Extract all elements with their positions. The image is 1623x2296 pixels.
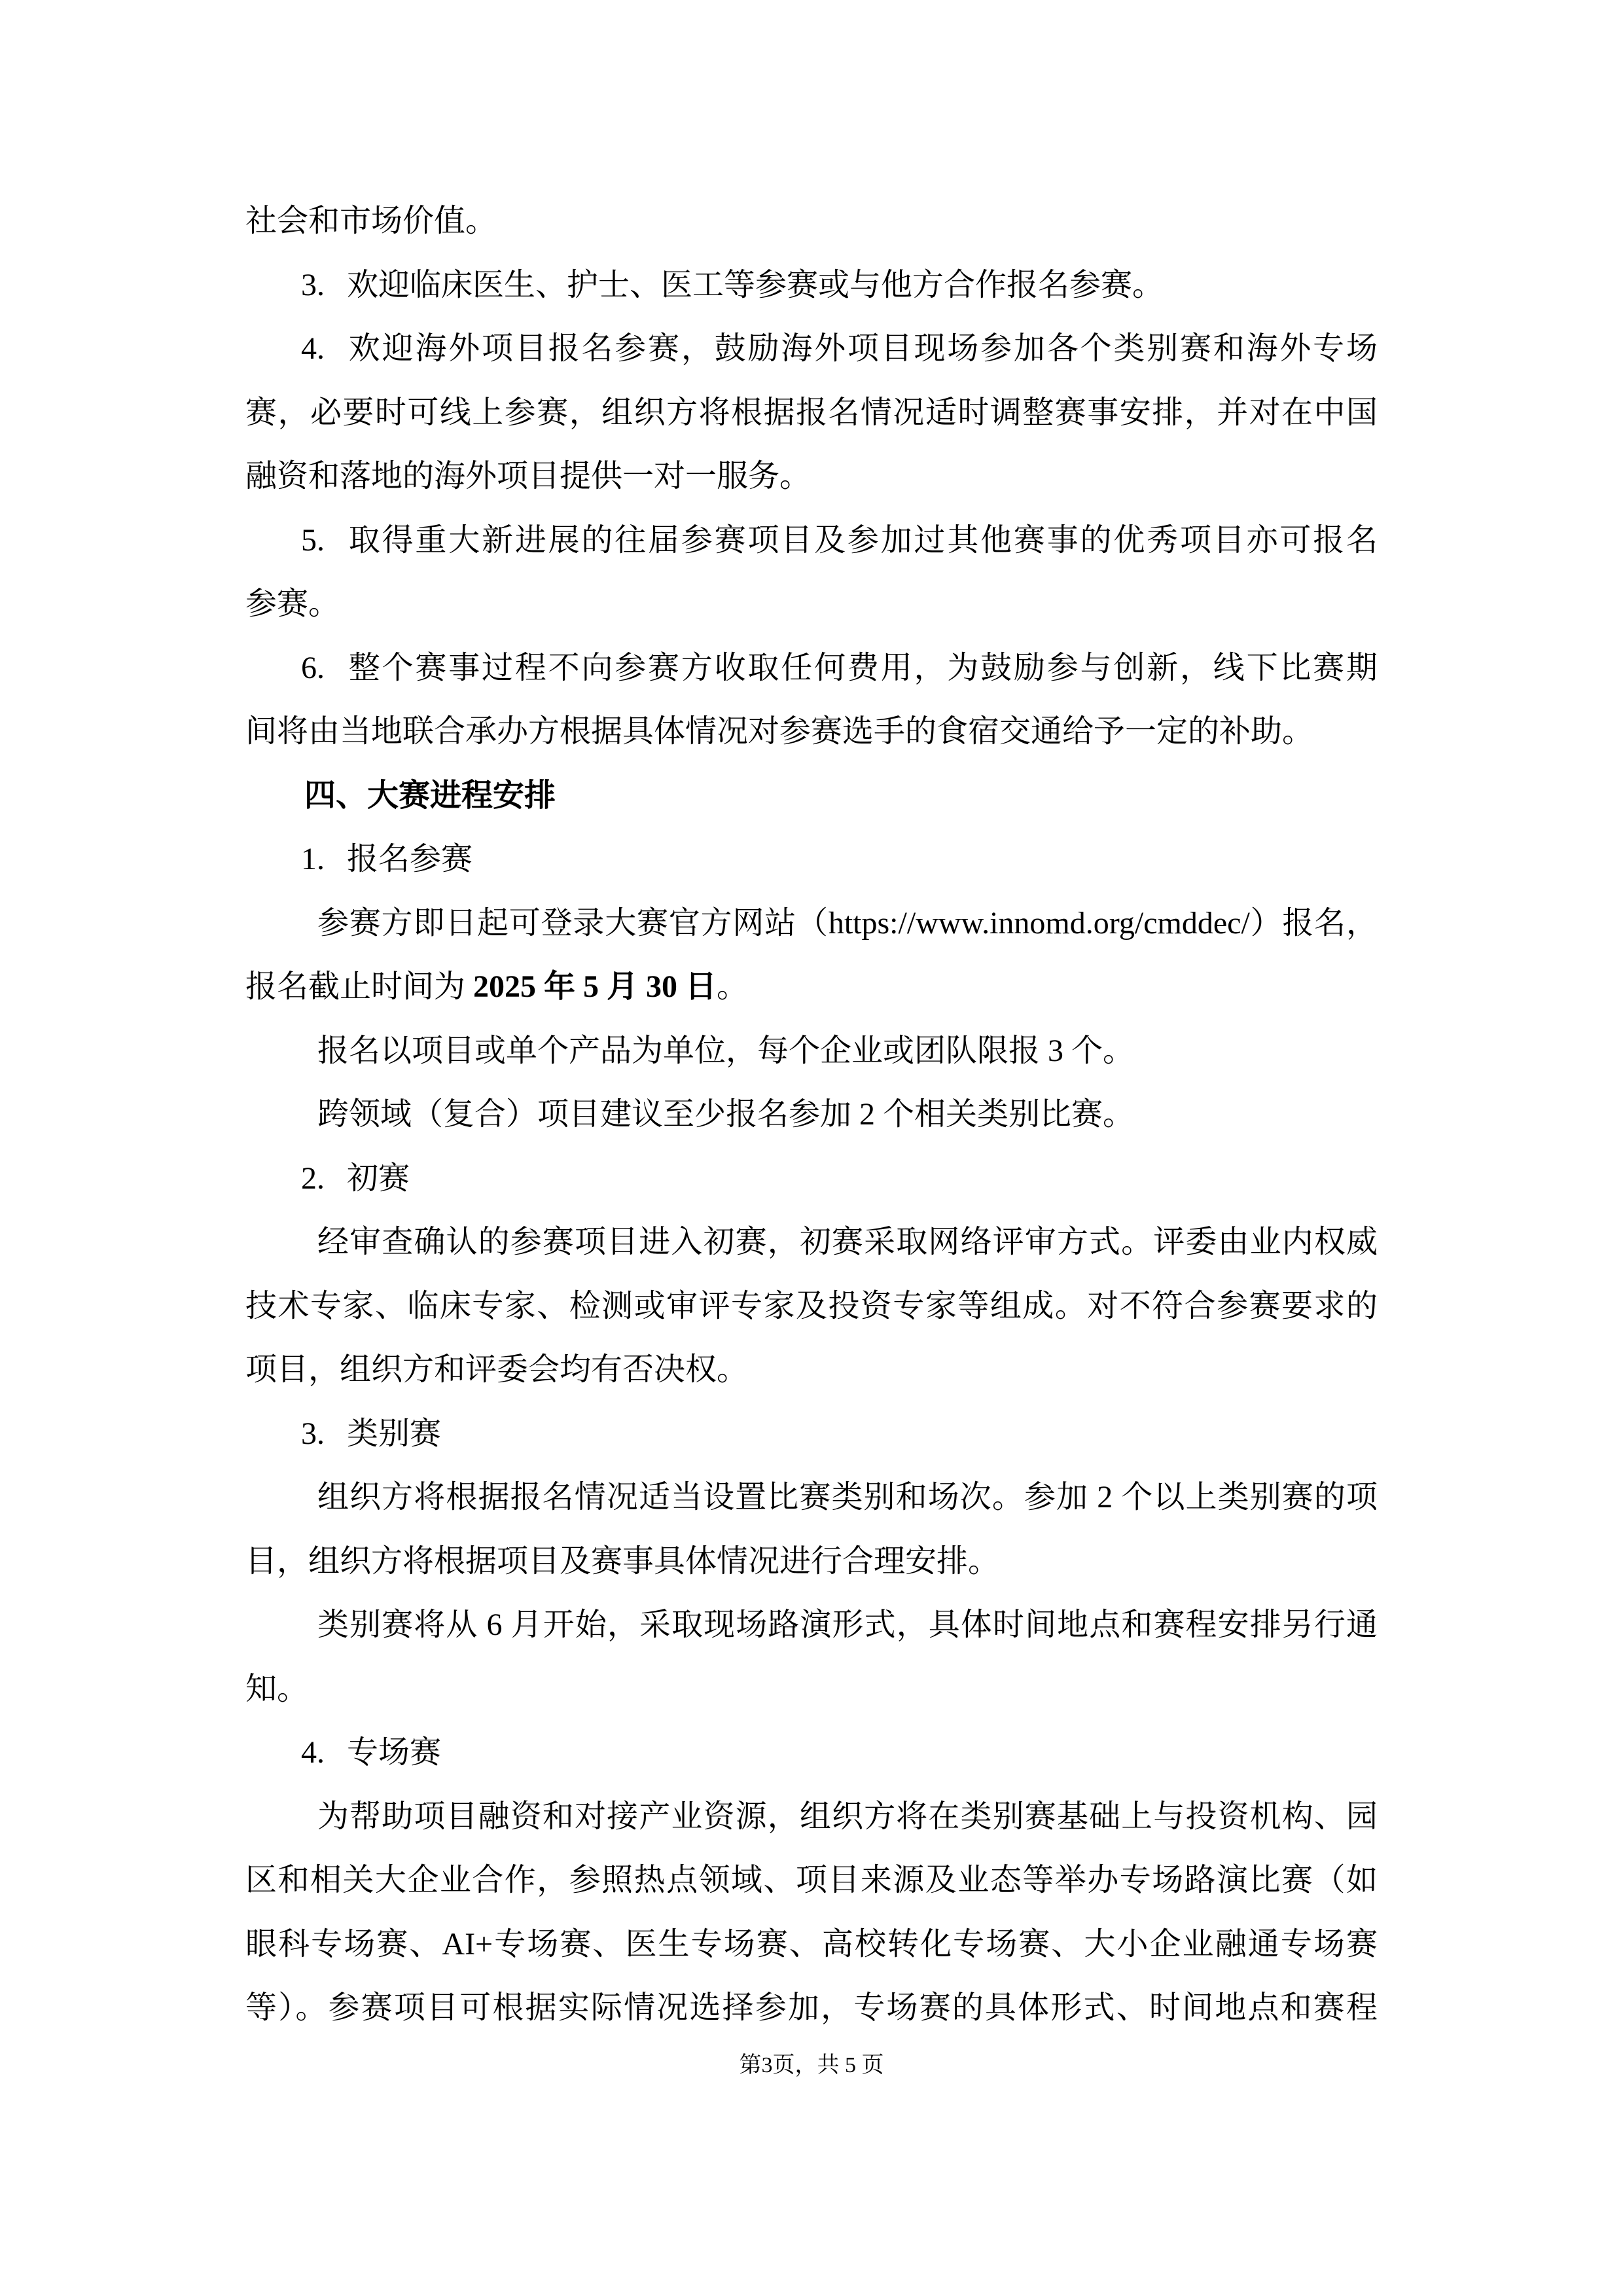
- text-segment: 。: [717, 969, 749, 1004]
- text-segment: 取得重大新进展的往届参赛项目及参加过其他赛事的优秀项目亦可报名: [347, 522, 1378, 558]
- text-line: [245, 1848, 1378, 1912]
- text-segment: 为帮助项目融资和对接产业资源，组织方将在类别赛基础上与投资机构、园: [317, 1799, 1378, 1834]
- text-line: [245, 1274, 1378, 1338]
- text-line: [245, 1083, 1378, 1147]
- text-segment: 组织方将根据报名情况适当设置比赛类别和场次。参加 2 个以上类别赛的项: [317, 1480, 1378, 1515]
- list-number: 2.: [301, 1160, 325, 1196]
- text-line: [245, 381, 1378, 445]
- text-line: [245, 1530, 1378, 1594]
- list-item-line: [245, 317, 1378, 381]
- text-line: [245, 955, 1378, 1019]
- text-segment: 参赛方即日起可登录大赛官方网站（: [317, 905, 829, 941]
- text-segment: ）报名，: [1249, 905, 1378, 941]
- text-segment: 间将由当地联合承办方根据具体情况对参赛选手的食宿交通给予一定的补助。: [245, 714, 1314, 749]
- text-segment: 报名参赛: [347, 842, 473, 876]
- text-line: [245, 1976, 1378, 2040]
- text-line: [245, 1210, 1378, 1274]
- text-segment: 眼科专场赛、AI+专场赛、医生专场赛、高校转化专场赛、大小企业融通专场赛: [245, 1926, 1378, 1962]
- page-number-text: 第3页，共 5 页: [739, 2053, 884, 2077]
- text-line: [245, 1338, 1378, 1402]
- list-item-line: [245, 509, 1378, 573]
- text-segment: 四、大赛进程安排: [304, 778, 556, 813]
- list-number: 4.: [301, 1735, 325, 1770]
- document-body: [245, 189, 1378, 2040]
- text-line: [245, 1657, 1378, 1721]
- text-segment: 赛，必要时可线上参赛，组织方将根据报名情况适时调整赛事安排，并对在中国: [245, 395, 1378, 430]
- text-segment: 技术专家、临床专家、检测或审评专家及投资专家等组成。对不符合参赛要求的: [245, 1288, 1378, 1323]
- text-line: [245, 572, 1378, 636]
- list-item-line: [245, 1402, 1378, 1466]
- text-line: [245, 1465, 1378, 1530]
- text-segment: 经审查确认的参赛项目进入初赛，初赛采取网络评审方式。评委由业内权威: [317, 1225, 1378, 1259]
- registration-deadline: 2025 年 5 月 30 日: [473, 969, 717, 1004]
- text-segment: 等）。参赛项目可根据实际情况选择参加，专场赛的具体形式、时间地点和赛程: [245, 1990, 1378, 2025]
- list-number: 1.: [301, 842, 325, 876]
- list-number: 6.: [301, 650, 325, 685]
- list-item-line: [245, 1721, 1378, 1785]
- page-footer: [0, 2046, 1623, 2085]
- list-item-line: [245, 636, 1378, 700]
- text-line: [245, 1593, 1378, 1657]
- text-segment: 欢迎临床医生、护士、医工等参赛或与他方合作报名参赛。: [347, 267, 1164, 302]
- text-segment: 类别赛将从 6 月开始，采取现场路演形式，具体时间地点和赛程安排另行通: [317, 1607, 1378, 1642]
- text-segment: 专场赛: [347, 1735, 442, 1770]
- text-segment: 社会和市场价值。: [245, 204, 497, 238]
- text-segment: 目，组织方将根据项目及赛事具体情况进行合理安排。: [245, 1543, 1000, 1579]
- text-line: [245, 891, 1378, 956]
- website-url: https://www.innomd.org/cmddec/: [828, 905, 1250, 941]
- text-segment: 欢迎海外项目报名参赛，鼓励海外项目现场参加各个类别赛和海外专场: [347, 331, 1378, 366]
- text-line: [245, 1912, 1378, 1977]
- list-item-line: [245, 253, 1378, 317]
- list-number: 3.: [301, 1416, 325, 1451]
- list-number: 5.: [301, 522, 325, 558]
- list-item-line: [245, 1147, 1378, 1211]
- text-segment: 融资和落地的海外项目提供一对一服务。: [245, 459, 812, 493]
- text-segment: 报名截止时间为: [245, 969, 474, 1004]
- text-segment: 初赛: [347, 1160, 410, 1196]
- text-segment: 类别赛: [347, 1416, 442, 1451]
- text-line: [245, 700, 1378, 764]
- text-segment: 项目，组织方和评委会均有否决权。: [245, 1352, 749, 1387]
- text-segment: 报名以项目或单个产品为单位，每个企业或团队限报 3 个。: [317, 1033, 1135, 1068]
- text-segment: 跨领域（复合）项目建议至少报名参加 2 个相关类别比赛。: [317, 1097, 1135, 1132]
- text-segment: 参赛。: [245, 586, 340, 621]
- text-segment: 区和相关大企业合作，参照热点领域、项目来源及业态等举办专场路演比赛（如: [245, 1863, 1378, 1897]
- list-number: 4.: [301, 331, 325, 366]
- text-segment: 知。: [245, 1671, 309, 1706]
- list-number: 3.: [301, 267, 325, 302]
- text-line: [245, 189, 1378, 253]
- section-heading: [245, 764, 1378, 828]
- text-line: [245, 444, 1378, 509]
- text-line: [245, 1019, 1378, 1083]
- text-segment: 整个赛事过程不向参赛方收取任何费用，为鼓励参与创新，线下比赛期: [347, 650, 1378, 685]
- text-line: [245, 1785, 1378, 1849]
- list-item-line: [245, 827, 1378, 891]
